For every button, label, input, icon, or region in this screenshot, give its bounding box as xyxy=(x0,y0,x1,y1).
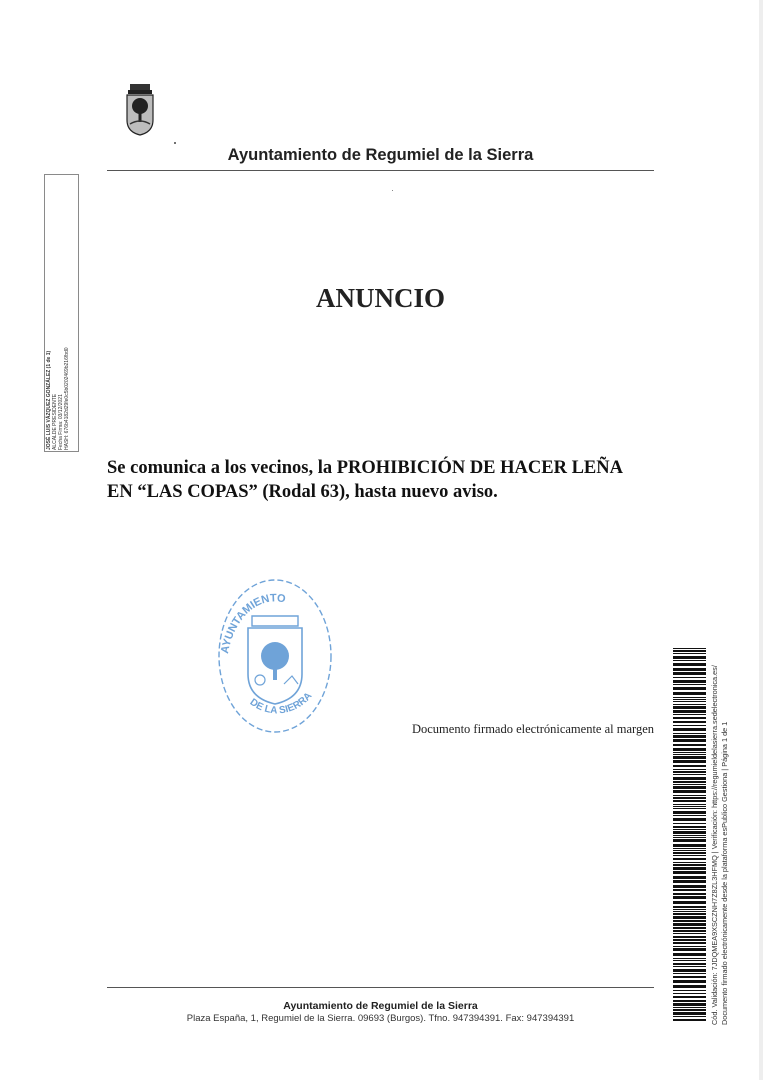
verification-line-2: Documento firmado electrónicamente desde la plataforma esPublico Gestiona | Página 1 de 1 xyxy=(719,721,729,1025)
barcode-bar xyxy=(673,692,706,695)
barcode-bar xyxy=(673,896,706,899)
barcode-bar xyxy=(673,752,706,753)
announcement-line-1: Se comunica a los vecinos, la PROHIBICIÓN DE HACER LEÑA xyxy=(107,458,623,478)
barcode-bar xyxy=(673,786,706,789)
barcode-bar xyxy=(673,784,706,785)
barcode xyxy=(673,648,706,1024)
barcode-bar xyxy=(673,976,706,978)
barcode-bar xyxy=(673,823,706,824)
barcode-bar xyxy=(673,811,706,814)
barcode-bar xyxy=(673,844,706,847)
barcode-bar xyxy=(673,901,706,904)
barcode-bar xyxy=(673,663,706,666)
barcode-bar xyxy=(673,1016,706,1017)
barcode-bar xyxy=(673,725,706,726)
barcode-bar xyxy=(673,889,706,891)
footer-address: Plaza España, 1, Regumiel de la Sierra. 09693 (Burgos). Tfno. 947394391. Fax: 947394391 xyxy=(186,1013,575,1024)
barcode-bar xyxy=(673,769,706,770)
signature-details xyxy=(46,180,76,450)
barcode-bar xyxy=(673,728,706,731)
signature-date: Fecha Firma: 03/12/2021 xyxy=(58,394,64,450)
barcode-bar xyxy=(673,960,706,961)
barcode-bar xyxy=(673,697,706,698)
coat-of-arms-icon xyxy=(124,82,156,136)
barcode-bar xyxy=(673,806,706,807)
barcode-bar xyxy=(673,885,706,888)
barcode-bar xyxy=(673,672,706,675)
stamp-text-top: AYUNTAMIENTO xyxy=(219,592,287,655)
announcement-body xyxy=(107,456,667,504)
barcode-bar xyxy=(673,906,706,908)
barcode-bar xyxy=(673,936,706,938)
barcode-bar xyxy=(673,797,706,799)
barcode-bar xyxy=(673,839,706,842)
barcode-bar xyxy=(673,706,706,709)
barcode-bar xyxy=(673,1003,706,1006)
barcode-bar xyxy=(673,756,706,759)
barcode-bar xyxy=(673,930,706,932)
barcode-bar xyxy=(673,754,706,755)
barcode-bar xyxy=(673,790,706,793)
barcode-bar xyxy=(673,864,706,866)
barcode-bar xyxy=(673,800,706,802)
barcode-bar xyxy=(673,1009,706,1011)
barcode-bar xyxy=(673,876,706,879)
announcement-title: ANUNCIO xyxy=(315,283,445,313)
barcode-bar xyxy=(673,704,706,705)
barcode-bar xyxy=(673,985,706,988)
organization-title: Ayuntamiento de Regumiel de la Sierra xyxy=(227,146,534,164)
barcode-bar xyxy=(673,942,706,944)
barcode-bar xyxy=(673,923,706,926)
barcode-bar xyxy=(673,835,706,836)
barcode-bar xyxy=(673,1019,706,1021)
barcode-bar xyxy=(673,920,706,922)
barcode-bar xyxy=(673,781,706,783)
page-edge xyxy=(759,0,763,1080)
signer-name: JOSÉ LUIS VÁZQUEZ GONZÁLEZ (1 de 1) xyxy=(46,350,52,450)
barcode-bar xyxy=(673,721,706,723)
barcode-bar xyxy=(673,818,706,821)
barcode-bar xyxy=(673,862,706,863)
barcode-bar xyxy=(673,684,706,685)
barcode-bar xyxy=(673,993,706,994)
barcode-bar xyxy=(673,939,706,941)
barcode-bar xyxy=(673,837,706,838)
barcode-bar xyxy=(673,990,706,991)
barcode-bar xyxy=(673,795,706,796)
barcode-bar xyxy=(673,848,706,849)
barcode-bar xyxy=(673,1012,706,1015)
barcode-bar xyxy=(673,699,706,700)
barcode-bar xyxy=(673,946,706,947)
barcode-bar xyxy=(673,916,706,919)
barcode-bar xyxy=(673,963,706,965)
svg-text:DE LA SIERRA xyxy=(248,690,315,716)
barcode-bar xyxy=(673,1000,706,1002)
barcode-bar xyxy=(673,653,706,654)
barcode-bar xyxy=(673,650,706,652)
signer-role: ALCALDE PRESIDENTE xyxy=(52,393,58,450)
barcode-bar xyxy=(673,831,706,834)
barcode-bar xyxy=(673,808,706,809)
barcode-bar xyxy=(673,668,706,671)
stamp-text-bottom: DE LA SIERRA xyxy=(247,690,315,717)
barcode-bar xyxy=(673,815,706,816)
barcode-bar xyxy=(673,973,706,974)
barcode-bar xyxy=(673,680,706,683)
barcode-bar xyxy=(673,687,706,690)
barcode-bar xyxy=(673,829,706,830)
barcode-bar xyxy=(673,927,706,929)
footer-divider xyxy=(107,987,654,988)
barcode-bar xyxy=(673,701,706,702)
barcode-bar xyxy=(673,765,706,767)
speck xyxy=(392,190,393,191)
signed-note: Documento firmado electrónicamente al margen xyxy=(411,722,654,736)
barcode-bar xyxy=(673,850,706,851)
barcode-bar xyxy=(673,911,706,912)
barcode-bar xyxy=(673,748,706,751)
barcode-bar xyxy=(673,893,706,895)
barcode-bar xyxy=(673,969,706,972)
barcode-bar xyxy=(673,913,706,915)
barcode-bar xyxy=(673,948,706,951)
barcode-bar xyxy=(673,980,706,983)
barcode-bar xyxy=(673,880,706,883)
barcode-bar xyxy=(673,871,706,874)
barcode-bar xyxy=(673,1007,706,1008)
verification-line-1: Cód. Validación: 7JDQMEA9XSCZNH7Z8ZL3HFMQ | Verificación: https://regumieldelasierra.sedelectronica.es/ xyxy=(710,665,719,1025)
barcode-bar xyxy=(673,744,706,746)
barcode-bar xyxy=(673,710,706,713)
barcode-bar xyxy=(673,714,706,715)
barcode-bar xyxy=(673,966,706,967)
barcode-bar xyxy=(673,958,706,959)
barcode-bar xyxy=(673,996,706,998)
barcode-bar xyxy=(673,858,706,860)
barcode-bar xyxy=(673,735,706,738)
barcode-bar xyxy=(673,656,706,659)
barcode-bar xyxy=(673,733,706,734)
barcode-bar xyxy=(673,777,706,780)
official-stamp xyxy=(214,576,336,736)
barcode-bar xyxy=(673,804,706,805)
barcode-bar xyxy=(673,739,706,742)
footer-organization: Ayuntamiento de Regumiel de la Sierra xyxy=(283,1000,478,1012)
barcode-bar xyxy=(673,867,706,870)
barcode-bar xyxy=(673,826,706,828)
signature-hash: HASH: 676b4182d29fe0c5b0202469b216fbd0 xyxy=(64,347,70,450)
speck xyxy=(174,142,176,144)
barcode-bar xyxy=(673,760,706,763)
barcode-bar xyxy=(673,660,706,661)
barcode-bar xyxy=(673,677,706,678)
header-divider xyxy=(107,170,654,171)
barcode-bar xyxy=(673,852,706,854)
verification-strip xyxy=(710,655,730,1025)
barcode-bar xyxy=(673,953,706,956)
barcode-bar xyxy=(673,717,706,719)
announcement-line-2: EN “LAS COPAS” (Rodal 63), hasta nuevo aviso. xyxy=(107,482,498,502)
barcode-bar xyxy=(673,771,706,773)
barcode-bar xyxy=(673,933,706,934)
barcode-bar xyxy=(673,774,706,775)
barcode-bar xyxy=(673,855,706,856)
barcode-bar xyxy=(673,648,706,649)
barcode-bar xyxy=(673,909,706,910)
